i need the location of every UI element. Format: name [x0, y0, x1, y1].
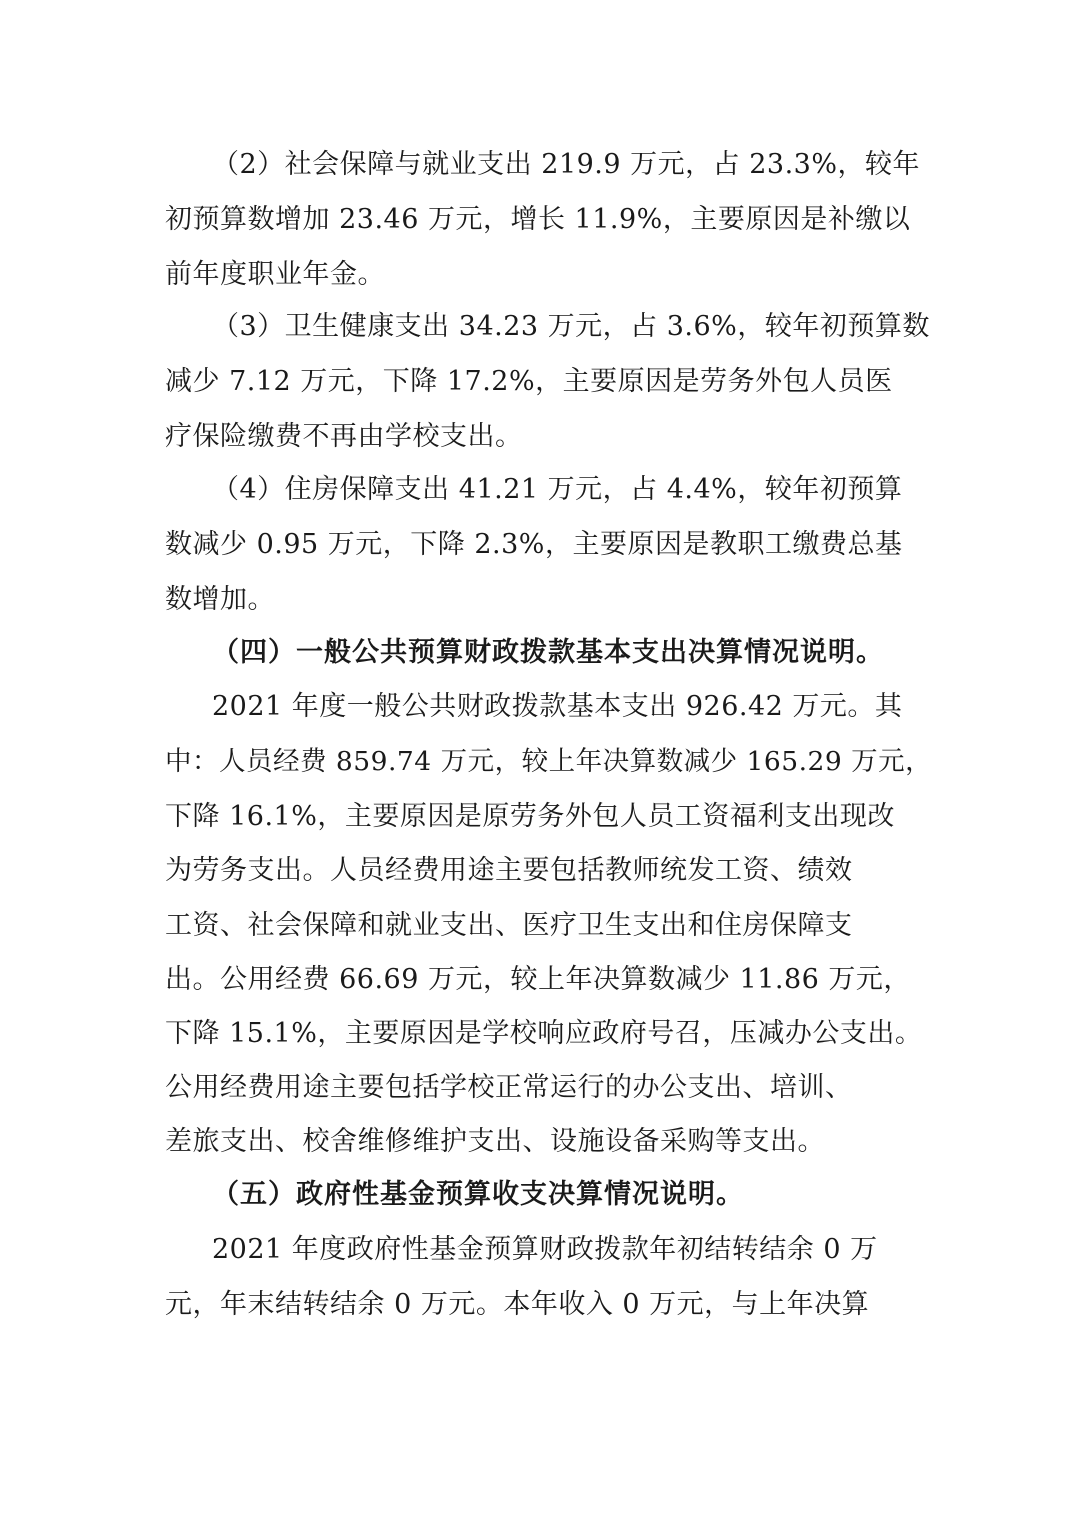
- paragraph-housing-line-3: 数增加。: [165, 584, 275, 615]
- paragraph-housing-line-1: （4）住房保障支出 41.21 万元，占 4.4%，较年初预算: [212, 474, 903, 505]
- paragraph-health-line-3: 疗保险缴费不再由学校支出。: [165, 421, 523, 452]
- section-heading-basic-expenditure: （四）一般公共预算财政拨款基本支出决算情况说明。: [212, 637, 884, 668]
- paragraph-basic-expenditure-line-5: 工资、社会保障和就业支出、医疗卫生支出和住房保障支: [165, 910, 853, 941]
- paragraph-social-security-line-1: （2）社会保障与就业支出 219.9 万元，占 23.3%，较年: [212, 149, 920, 180]
- paragraph-basic-expenditure-line-3: 下降 16.1%，主要原因是原劳务外包人员工资福利支出现改: [165, 801, 895, 832]
- paragraph-basic-expenditure-line-6: 出。公用经费 66.69 万元，较上年决算数减少 11.86 万元，: [165, 964, 911, 995]
- paragraph-social-security-line-3: 前年度职业年金。: [165, 259, 385, 290]
- paragraph-basic-expenditure-line-7: 下降 15.1%，主要原因是学校响应政府号召，压减办公支出。: [165, 1018, 923, 1049]
- paragraph-housing-line-2: 数减少 0.95 万元，下降 2.3%，主要原因是教职工缴费总基: [165, 529, 903, 560]
- paragraph-government-fund-line-1: 2021 年度政府性基金预算财政拨款年初结转结余 0 万: [212, 1234, 878, 1265]
- paragraph-basic-expenditure-line-9: 差旅支出、校舍维修维护支出、设施设备采购等支出。: [165, 1126, 825, 1157]
- paragraph-basic-expenditure-line-8: 公用经费用途主要包括学校正常运行的办公支出、培训、: [165, 1072, 853, 1103]
- paragraph-health-line-2: 减少 7.12 万元，下降 17.2%，主要原因是劳务外包人员医: [165, 366, 893, 397]
- section-heading-government-fund: （五）政府性基金预算收支决算情况说明。: [212, 1179, 744, 1210]
- paragraph-basic-expenditure-line-2: 中：人员经费 859.74 万元，较上年决算数减少 165.29 万元，: [165, 746, 933, 777]
- paragraph-social-security-line-2: 初预算数增加 23.46 万元，增长 11.9%，主要原因是补缴以: [165, 204, 911, 235]
- paragraph-government-fund-line-2: 元，年末结转结余 0 万元。本年收入 0 万元，与上年决算: [165, 1289, 870, 1320]
- paragraph-basic-expenditure-line-4: 为劳务支出。人员经费用途主要包括教师统发工资、绩效: [165, 855, 853, 886]
- paragraph-health-line-1: （3）卫生健康支出 34.23 万元，占 3.6%，较年初预算数: [212, 311, 930, 342]
- paragraph-basic-expenditure-line-1: 2021 年度一般公共财政拨款基本支出 926.42 万元。其: [212, 691, 903, 722]
